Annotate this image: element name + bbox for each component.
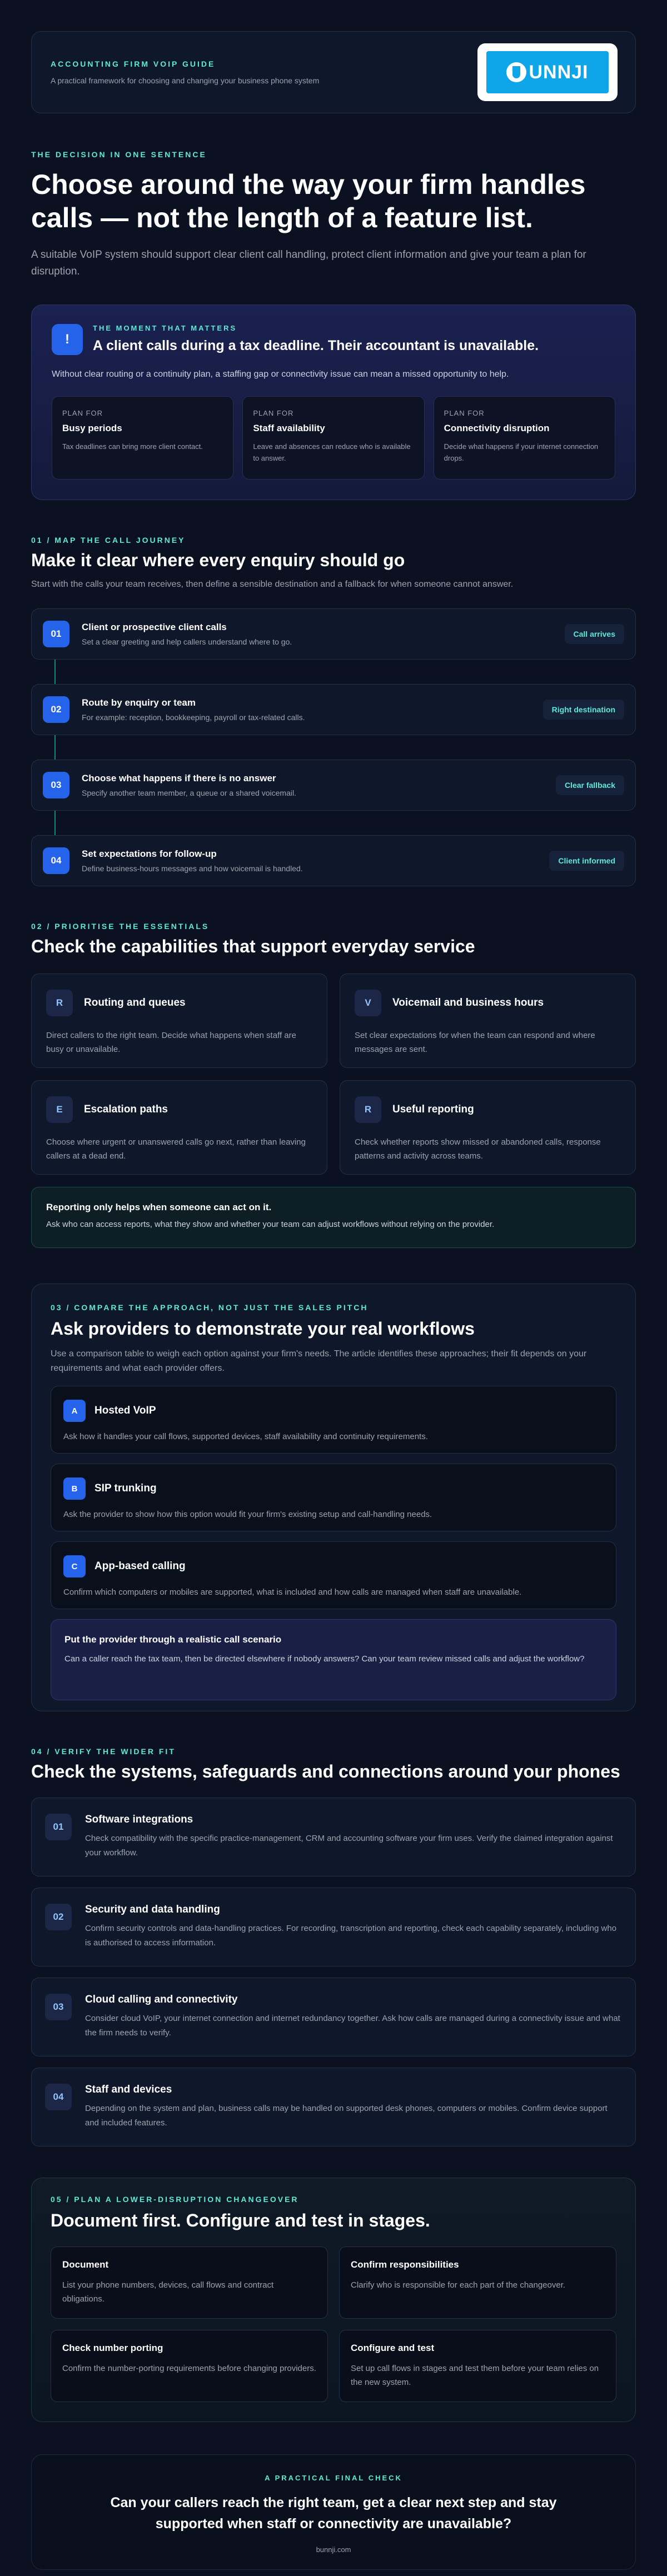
journey-step bbox=[31, 608, 636, 660]
step-number: 02 bbox=[43, 696, 69, 723]
escalation-icon: E bbox=[46, 1096, 73, 1123]
voicemail-icon: V bbox=[355, 990, 381, 1016]
note-text: Ask who can access reports, what they show and whether your team can adjust workflows without relying on the provider. bbox=[46, 1220, 495, 1229]
capabilities-title: Check the capabilities that support everyday service bbox=[31, 936, 475, 956]
capabilities-eyebrow: 02 / PRIORITISE THE ESSENTIALS bbox=[31, 922, 210, 931]
site-link[interactable]: bunnji.com bbox=[316, 2545, 351, 2554]
option-header bbox=[63, 1477, 604, 1500]
changeover-card bbox=[339, 2330, 616, 2402]
step-body bbox=[82, 848, 549, 873]
capability-text: Choose where urgent or unanswered calls go next, rather than leaving callers at a dead end. bbox=[46, 1137, 306, 1161]
compare-title: Ask providers to demonstrate your real workflows bbox=[51, 1319, 475, 1339]
changeover-card bbox=[51, 2246, 328, 2319]
step-number: 01 bbox=[43, 621, 69, 647]
capability-card bbox=[31, 974, 327, 1068]
capability-grid bbox=[31, 974, 636, 1175]
logo-text: UNNJI bbox=[529, 61, 589, 83]
option-card bbox=[51, 1386, 616, 1454]
compare-lead: Use a comparison table to weigh each option against your firm's needs. The article identifies these approaches; their fit depends on your requirements and what each provider offers. bbox=[51, 1349, 587, 1373]
journey-step bbox=[31, 835, 636, 886]
fit-eyebrow: 04 / VERIFY THE WIDER FIT bbox=[31, 1747, 176, 1756]
step-text: Specify another team member, a queue or a shared voicemail. bbox=[82, 788, 296, 797]
fit-item-text: Confirm security controls and data-handling practices. For recording, transcription and reporting, check each capability separately, including who is authorised to access information. bbox=[85, 1924, 617, 1948]
step-text: Set a clear greeting and help callers understand where to go. bbox=[82, 637, 292, 646]
step-title: Client or prospective client calls bbox=[82, 622, 227, 632]
fit-list bbox=[31, 1798, 636, 2146]
option-card bbox=[51, 1464, 616, 1531]
option-a-icon: A bbox=[63, 1400, 86, 1422]
step-number: 04 bbox=[43, 847, 69, 874]
capability-text: Direct callers to the right team. Decide what happens when staff are busy or unavailable. bbox=[46, 1031, 296, 1054]
plan-card bbox=[242, 396, 424, 480]
logo-mark-icon bbox=[506, 62, 526, 82]
step-title: Set expectations for follow-up bbox=[82, 848, 217, 859]
plan-title: Staff availability bbox=[253, 423, 325, 433]
guide-eyebrow: ACCOUNTING FIRM VOIP GUIDE bbox=[51, 59, 216, 68]
journey-title: Make it clear where every enquiry should go bbox=[31, 550, 405, 570]
alert-icon: ! bbox=[52, 324, 83, 355]
fit-title: Check the systems, safeguards and connections around your phones bbox=[31, 1761, 620, 1781]
fit-item bbox=[31, 1978, 636, 2056]
journey-step bbox=[31, 684, 636, 735]
scenario-title: Put the provider through a realistic call scenario bbox=[64, 1634, 282, 1645]
logo-badge bbox=[486, 51, 609, 93]
moment-heading bbox=[93, 324, 539, 354]
option-card bbox=[51, 1541, 616, 1609]
fit-body bbox=[85, 1814, 622, 1860]
journey-step bbox=[31, 760, 636, 811]
changeover-section bbox=[31, 2178, 636, 2422]
hero-text: A suitable VoIP system should support clear client call handling, protect client information and give your team a plan for disruption. bbox=[31, 249, 586, 277]
routing-icon: R bbox=[46, 990, 73, 1016]
step-title: Route by enquiry or team bbox=[82, 697, 196, 708]
fit-item-title: Security and data handling bbox=[85, 1904, 220, 1915]
reporting-note bbox=[31, 1187, 636, 1248]
compare-eyebrow: 03 / COMPARE THE APPROACH, NOT JUST THE SALES PITCH bbox=[51, 1303, 369, 1312]
reporting-icon: R bbox=[355, 1096, 381, 1123]
option-b-icon: B bbox=[63, 1477, 86, 1500]
changeover-card-title: Document bbox=[62, 2259, 109, 2270]
fit-number: 04 bbox=[45, 2084, 72, 2110]
step-outcome-badge: Right destination bbox=[543, 700, 624, 720]
connector-line bbox=[54, 660, 56, 684]
scenario-callout bbox=[51, 1619, 616, 1700]
changeover-card-text: Set up call flows in stages and test them before your team relies on the new system. bbox=[351, 2364, 599, 2387]
changeover-card-text: List your phone numbers, devices, call flows and contract obligations. bbox=[62, 2280, 274, 2304]
header-text bbox=[51, 59, 319, 85]
moment-card bbox=[31, 304, 636, 500]
plan-card bbox=[434, 396, 615, 480]
step-connector bbox=[31, 811, 636, 835]
changeover-card bbox=[51, 2330, 328, 2402]
fit-body bbox=[85, 2084, 622, 2130]
note-title: Reporting only helps when someone can act on it. bbox=[46, 1202, 272, 1212]
fit-item-title: Staff and devices bbox=[85, 2084, 172, 2095]
step-number: 03 bbox=[43, 772, 69, 798]
journey-steps bbox=[31, 608, 636, 886]
fit-item-title: Cloud calling and connectivity bbox=[85, 1994, 238, 2005]
option-header bbox=[63, 1555, 604, 1577]
option-title: App-based calling bbox=[94, 1560, 186, 1572]
plan-list bbox=[52, 396, 615, 480]
capability-text: Check whether reports show missed or abandoned calls, response patterns and activity across teams. bbox=[355, 1137, 601, 1161]
moment-title: A client calls during a tax deadline. Their accountant is unavailable. bbox=[93, 338, 539, 353]
guide-subtitle: A practical framework for choosing and changing your business phone system bbox=[51, 76, 320, 85]
option-text: Ask how it handles your call flows, supported devices, staff availability and continuity requirements. bbox=[63, 1432, 428, 1441]
step-outcome-badge: Call arrives bbox=[565, 624, 625, 644]
capability-card bbox=[31, 1080, 327, 1175]
compare-section bbox=[31, 1284, 636, 1711]
plan-label: PLAN FOR bbox=[444, 409, 485, 417]
step-text: Define business-hours messages and how voicemail is handled. bbox=[82, 864, 303, 873]
brand-logo[interactable] bbox=[477, 43, 618, 101]
capability-card bbox=[340, 1080, 636, 1175]
fit-number: 02 bbox=[45, 1904, 72, 1930]
changeover-card-text: Confirm the number-porting requirements before changing providers. bbox=[62, 2364, 316, 2373]
fit-item-text: Consider cloud VoIP, your internet connection and internet redundancy together. Ask how calls are managed during a connectivity issue and what the firm needs to verify. bbox=[85, 2014, 620, 2038]
page bbox=[0, 31, 667, 2570]
capability-title: Escalation paths bbox=[84, 1104, 168, 1115]
capability-card bbox=[340, 974, 636, 1068]
plan-label: PLAN FOR bbox=[253, 409, 294, 417]
fit-body bbox=[85, 1994, 622, 2040]
fit-item bbox=[31, 1798, 636, 1876]
plan-title: Connectivity disruption bbox=[444, 423, 550, 433]
changeover-title: Document first. Configure and test in stages. bbox=[51, 2210, 430, 2230]
step-outcome-badge: Client informed bbox=[549, 851, 624, 871]
fit-item bbox=[31, 2068, 636, 2146]
connector-line bbox=[54, 735, 56, 760]
moment-text: Without clear routing or a continuity plan, a staffing gap or connectivity issue can mean a missed opportunity to help. bbox=[52, 370, 509, 379]
guide-header bbox=[31, 31, 636, 113]
changeover-card-title: Configure and test bbox=[351, 2343, 435, 2353]
step-body bbox=[82, 697, 543, 722]
fit-section bbox=[31, 1747, 636, 2146]
step-outcome-badge: Clear fallback bbox=[556, 775, 624, 795]
changeover-card-title: Check number porting bbox=[62, 2343, 163, 2353]
connector-line bbox=[54, 811, 56, 835]
moment-header bbox=[52, 324, 615, 355]
capability-header bbox=[46, 1096, 312, 1123]
changeover-grid bbox=[51, 2246, 616, 2402]
capabilities-section bbox=[31, 922, 636, 1248]
option-text: Ask the provider to show how this option would fit your firm's existing setup and call-handling needs. bbox=[63, 1510, 432, 1519]
fit-item-text: Check compatibility with the specific practice-management, CRM and accounting software your firm uses. Verify the claimed integration against your workflow. bbox=[85, 1834, 613, 1858]
hero-eyebrow: THE DECISION IN ONE SENTENCE bbox=[31, 150, 207, 159]
plan-title: Busy periods bbox=[62, 423, 122, 433]
fit-item bbox=[31, 1888, 636, 1966]
option-title: Hosted VoIP bbox=[94, 1405, 156, 1416]
plan-text: Decide what happens if your internet connection drops. bbox=[444, 442, 599, 462]
capability-header bbox=[355, 990, 621, 1016]
step-body bbox=[82, 622, 565, 646]
changeover-card bbox=[339, 2246, 616, 2319]
capability-text: Set clear expectations for when the team can respond and where messages are sent. bbox=[355, 1031, 595, 1054]
final-check bbox=[31, 2454, 636, 2570]
changeover-card-text: Clarify who is responsible for each part of the changeover. bbox=[351, 2280, 566, 2290]
journey-eyebrow: 01 / MAP THE CALL JOURNEY bbox=[31, 536, 186, 545]
changeover-eyebrow: 05 / PLAN A LOWER-DISRUPTION CHANGEOVER bbox=[51, 2195, 299, 2204]
capability-title: Routing and queues bbox=[84, 997, 186, 1009]
fit-item-text: Depending on the system and plan, business calls may be handled on supported desk phones, computers or mobiles. Confirm device support and included features. bbox=[85, 2104, 608, 2128]
plan-card bbox=[52, 396, 233, 480]
final-question: Can your callers reach the right team, get a clear next step and stay supported when staff or connectivity are unavailable? bbox=[110, 2495, 557, 2532]
fit-number: 01 bbox=[45, 1814, 72, 1840]
fit-body bbox=[85, 1904, 622, 1950]
fit-number: 03 bbox=[45, 1994, 72, 2020]
changeover-card-title: Confirm responsibilities bbox=[351, 2259, 459, 2270]
capability-title: Useful reporting bbox=[392, 1104, 474, 1115]
journey-section bbox=[31, 536, 636, 886]
option-text: Confirm which computers or mobiles are supported, what is included and how calls are managed when staff are unavailable. bbox=[63, 1587, 522, 1597]
fit-item-title: Software integrations bbox=[85, 1814, 193, 1825]
step-text: For example: reception, bookkeeping, payroll or tax-related calls. bbox=[82, 713, 305, 722]
step-connector bbox=[31, 735, 636, 760]
step-connector bbox=[31, 660, 636, 684]
capability-title: Voicemail and business hours bbox=[392, 997, 544, 1009]
step-body bbox=[82, 773, 556, 797]
plan-label: PLAN FOR bbox=[62, 409, 103, 417]
option-title: SIP trunking bbox=[94, 1482, 157, 1494]
capability-header bbox=[355, 1096, 621, 1123]
plan-text: Leave and absences can reduce who is available to answer. bbox=[253, 442, 411, 462]
moment-eyebrow: THE MOMENT THAT MATTERS bbox=[93, 324, 237, 332]
journey-lead: Start with the calls your team receives, then define a sensible destination and a fallback for when someone cannot answer. bbox=[31, 580, 514, 589]
capability-header bbox=[46, 990, 312, 1016]
final-eyebrow: A PRACTICAL FINAL CHECK bbox=[265, 2474, 402, 2482]
hero-section bbox=[31, 150, 636, 280]
hero-title: Choose around the way your firm handles calls — not the length of a feature list. bbox=[31, 169, 586, 233]
step-title: Choose what happens if there is no answer bbox=[82, 773, 276, 783]
option-c-icon: C bbox=[63, 1555, 86, 1577]
scenario-text: Can a caller reach the tax team, then be directed elsewhere if nobody answers? Can your team review missed calls and adjust the workflow? bbox=[64, 1654, 585, 1664]
plan-text: Tax deadlines can bring more client contact. bbox=[62, 442, 203, 451]
option-header bbox=[63, 1400, 604, 1422]
